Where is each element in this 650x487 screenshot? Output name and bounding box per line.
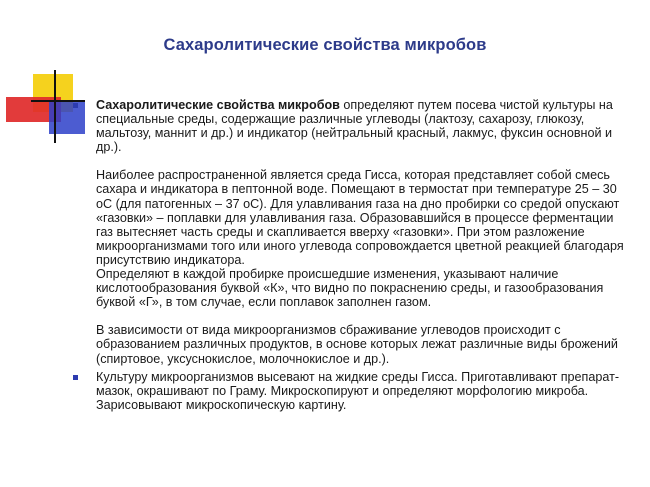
bullet-square-icon — [73, 103, 78, 108]
decor-vertical-line — [54, 70, 56, 143]
bullet-square-icon — [73, 375, 78, 380]
paragraph-culture: Культуру микроорганизмов высевают на жидкие среды Гисса. Приготавливают препарат-мазок, окрашивают по Граму. Микроскопируют и определяют морфологию микроба. Зарисовывают микроскопическую картину. — [96, 369, 620, 412]
lead-text: определяют путем посева чистой культуры на специальные среды, содержащие различные углеводы (лактозу, сахарозу, глюкозу, мальтозу, маннит и др.) и индикатор (нейтральный красный, лакмус, фуксин основной и др.). — [96, 98, 613, 155]
bold-lead: Сахаролитические свойства микробов — [96, 98, 340, 112]
paragraph-intro — [96, 98, 628, 154]
paragraph-detection: Определяют в каждой пробирке происшедшие изменения, указывают наличие кислотообразования буквой «К», что видно по покраснению среды, и газообразования буквой «Г», в том случае, если поплавок заполнен газом. — [96, 267, 604, 310]
paragraph-fermentation: В зависимости от вида микроорганизмов сбраживание углеводов происходит с образованием различных продуктов, в основе которых лежат различные виды брожений (спиртовое, уксуснокислое, молочнокислое и др.). — [96, 323, 618, 366]
slide-title: Сахаролитические свойства микробов — [163, 36, 487, 54]
slide-body — [73, 98, 628, 412]
bullet-item-1 — [73, 98, 628, 366]
paragraph-hiss-medium: Наиболее распространенной является среда Гисса, которая представляет собой смесь сахара и индикатора в пептонной воде. Помещают в термостат при температуре 25 – 30 оС (для патогенных – 37 оС). Для улавливания газа на дно пробирки со средой опускают «газовки» – поплавки для улавливания газа. Образовавшийся в процессе ферментации газ вытесняет часть среды и скапливается вверху «газовки». При этом разложение микроорганизмами того или иного углевода сопровождается цветной реакцией благодаря присутствию индикатора. — [96, 168, 624, 267]
bullet-item-2 — [73, 370, 628, 412]
